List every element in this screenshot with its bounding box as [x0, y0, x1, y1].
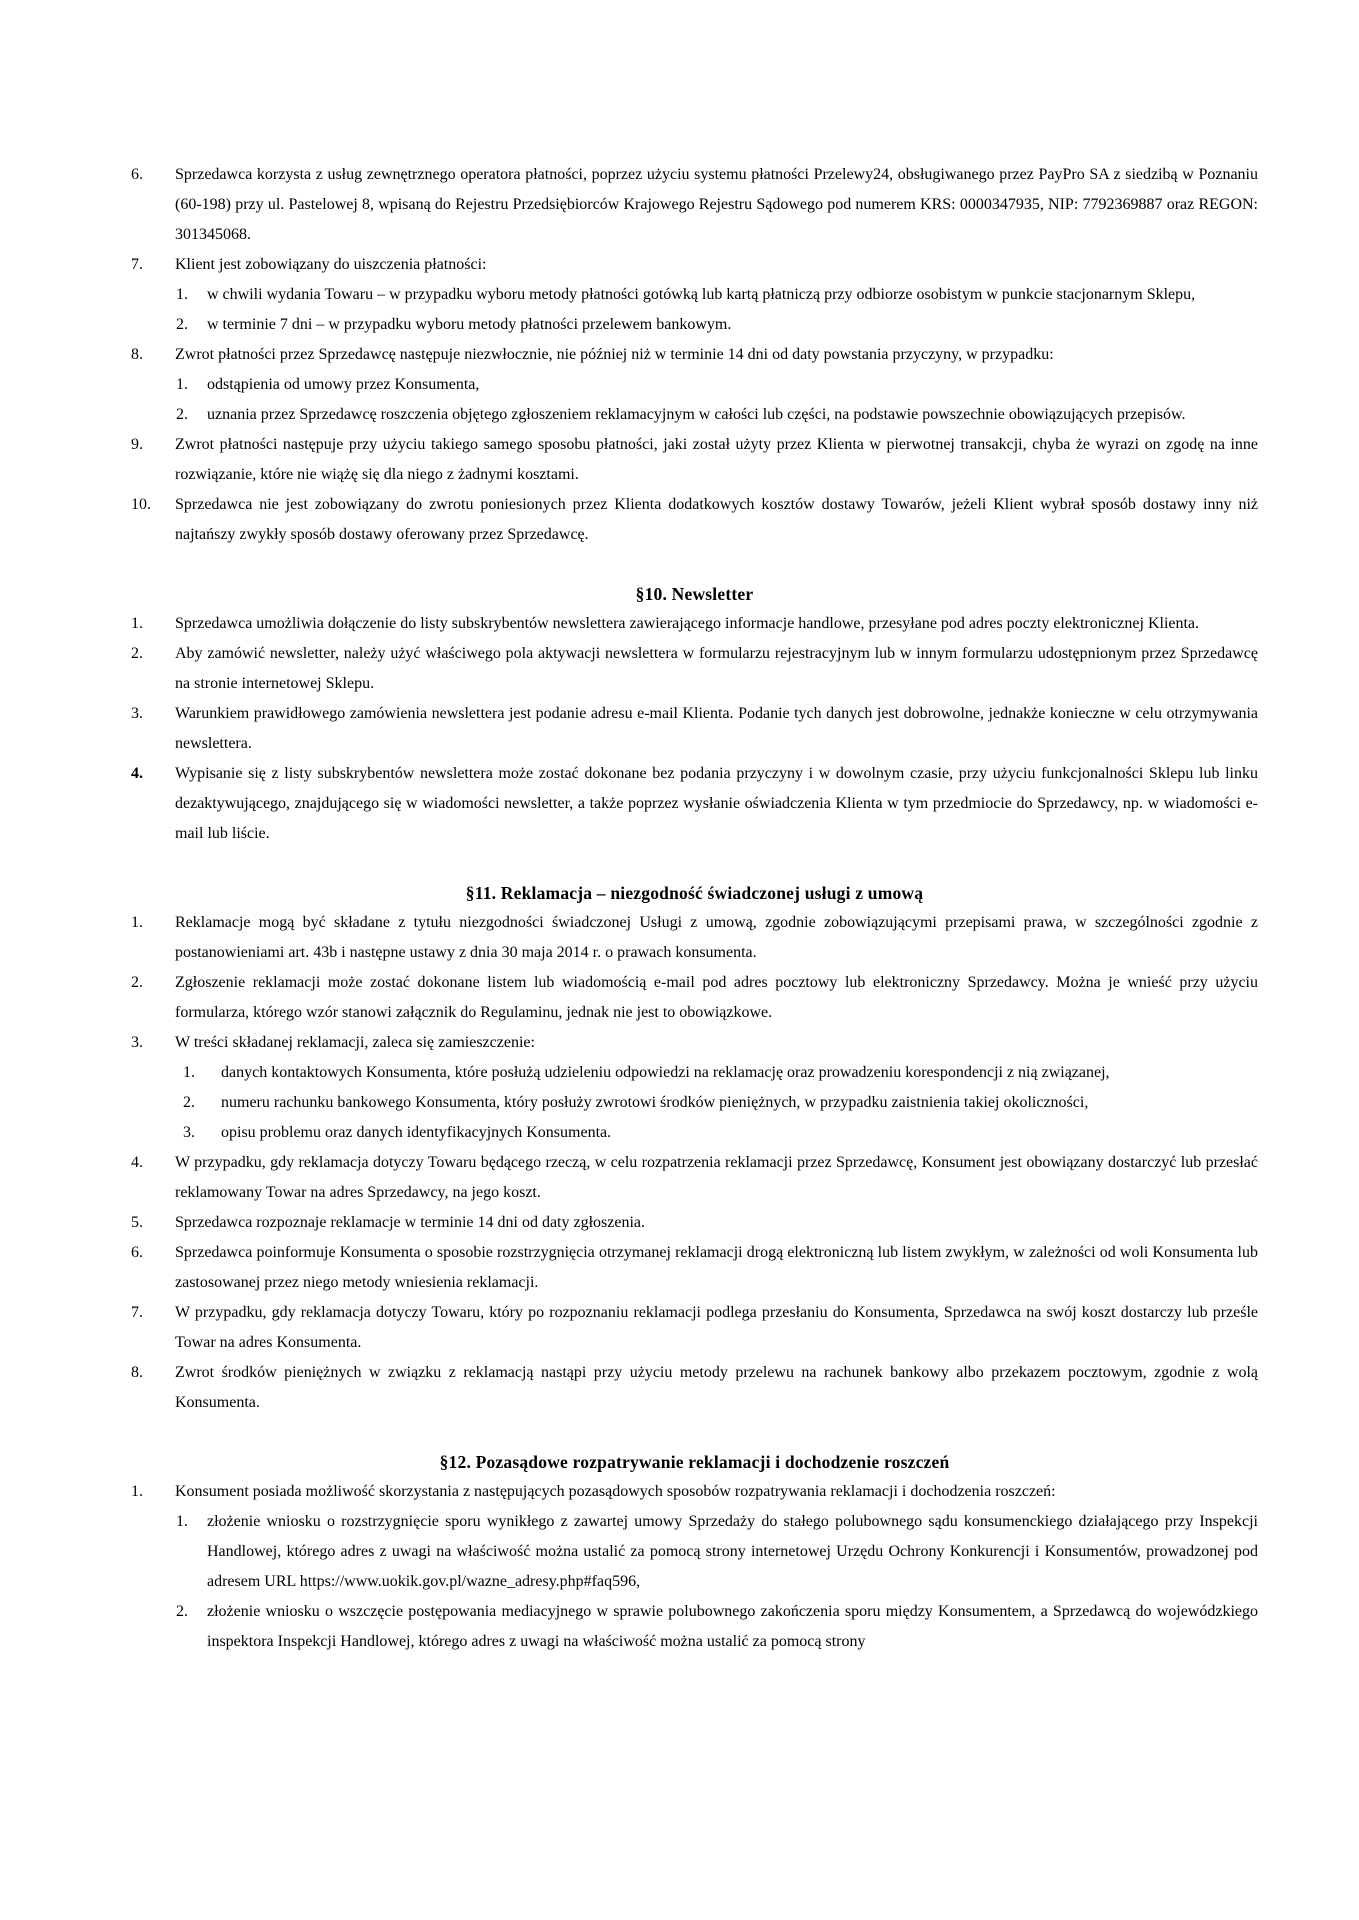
- sub-list-item: [176, 310, 1258, 340]
- item-number: 1.: [131, 914, 143, 931]
- item-text: numeru rachunku bankowego Konsumenta, który posłuży zwrotowi środków pieniężnych, w przypadku zaistnienia takiej okoliczności,: [221, 1094, 1089, 1111]
- item-number: 5.: [131, 1214, 143, 1231]
- item-number: 7.: [131, 1304, 143, 1321]
- sub-list-item: [183, 1088, 1258, 1118]
- section-heading: §10. Newsletter: [635, 584, 754, 604]
- list-item: [131, 1477, 1258, 1507]
- item-number: 2.: [176, 406, 188, 423]
- item-number: 1.: [183, 1064, 195, 1081]
- item-number: 8.: [131, 1364, 143, 1381]
- item-number: 6.: [131, 1244, 143, 1261]
- item-number: 1.: [176, 1513, 188, 1530]
- list-item: [131, 1358, 1258, 1418]
- sub-list-item: [176, 1507, 1258, 1597]
- item-text: W przypadku, gdy reklamacja dotyczy Towaru, który po rozpoznaniu reklamacji podlega przesłaniu do Konsumenta, Sprzedawca na swój koszt dostarczy lub prześle Towar na adres Konsumenta.: [175, 1304, 1258, 1351]
- list-item: [131, 609, 1258, 639]
- item-number: 8.: [131, 346, 143, 363]
- item-number: 4.: [131, 1154, 143, 1171]
- item-text: danych kontaktowych Konsumenta, które posłużą udzieleniu odpowiedzi na reklamację oraz prowadzeniu korespondencji z nią związanej,: [221, 1064, 1110, 1081]
- item-number: 1.: [131, 1483, 143, 1500]
- item-text: Klient jest zobowiązany do uiszczenia płatności:: [175, 256, 487, 273]
- item-number: 3.: [131, 705, 143, 722]
- sub-list-item: [176, 400, 1258, 430]
- item-text: Zwrot środków pieniężnych w związku z reklamacją nastąpi przy użyciu metody przelewu na rachunek bankowy albo przekazem pocztowym, zgodnie z wolą Konsumenta.: [175, 1364, 1258, 1411]
- item-text: w terminie 7 dni – w przypadku wyboru metody płatności przelewem bankowym.: [207, 316, 732, 333]
- list-item: [131, 908, 1258, 968]
- item-number: 3.: [183, 1124, 195, 1141]
- item-text: W przypadku, gdy reklamacja dotyczy Towaru będącego rzeczą, w celu rozpatrzenia reklamacji przez Sprzedawcę, Konsument jest obowiązany dostarczyć lub przesłać reklamowany Towar na adres Sprzedawcy, na jego koszt.: [175, 1154, 1258, 1201]
- item-number: 4.: [131, 765, 143, 782]
- sub-list-item: [176, 280, 1258, 310]
- item-number: 2.: [131, 645, 143, 662]
- item-text: Zgłoszenie reklamacji może zostać dokonane listem lub wiadomością e-mail pod adres pocztowy lub elektroniczny Sprzedawcy. Można je wnieść przy użyciu formularza, którego wzór stanowi załącznik do Regulaminu, jednak nie jest to obowiązkowe.: [175, 974, 1258, 1021]
- list-item: [131, 699, 1258, 759]
- item-text: Warunkiem prawidłowego zamówienia newslettera jest podanie adresu e-mail Klienta. Podanie tych danych jest dobrowolne, jednakże konieczne w celu otrzymywania newslettera.: [175, 705, 1258, 752]
- item-text: złożenie wniosku o wszczęcie postępowania mediacyjnego w sprawie polubownego zakończenia sporu między Konsumentem, a Sprzedawcą do wojewódzkiego inspektora Inspekcji Handlowej, którego adres z uwagi na właściwość można ustalić za pomocą strony: [207, 1603, 1258, 1650]
- section-heading: §12. Pozasądowe rozpatrywanie reklamacji i dochodzenie roszczeń: [439, 1452, 950, 1472]
- item-number: 9.: [131, 436, 143, 453]
- item-number: 10.: [131, 496, 151, 513]
- item-text: Zwrot płatności następuje przy użyciu takiego samego sposobu płatności, jaki został użyty przez Klienta w pierwotnej transakcji, chyba że wyrazi on zgodę na inne rozwiązanie, które nie wiążę się dla niego z żadnymi kosztami.: [175, 436, 1258, 483]
- item-text: Sprzedawca rozpoznaje reklamacje w terminie 14 dni od daty zgłoszenia.: [175, 1214, 646, 1231]
- item-text: opisu problemu oraz danych identyfikacyjnych Konsumenta.: [221, 1124, 612, 1141]
- item-number: 3.: [131, 1034, 143, 1051]
- item-text: Sprzedawca korzysta z usług zewnętrznego operatora płatności, poprzez użyciu systemu płatności Przelewy24, obsługiwanego przez PayPro SA z siedzibą w Poznaniu (60-198) przy ul. Pastelowej 8, wpisaną do Rejestru Przedsiębiorców Krajowego Rejestru Sądowego pod numerem KRS: 0000347935, NIP: 7792369887 oraz REGON: 301345068.: [175, 166, 1258, 243]
- item-text: w chwili wydania Towaru – w przypadku wyboru metody płatności gotówką lub kartą płatniczą przy odbiorze osobistym w punkcie stacjonarnym Sklepu,: [207, 286, 1196, 303]
- item-text: Aby zamówić newsletter, należy użyć właściwego pola aktywacji newslettera w formularzu rejestracyjnym lub w innym formularzu udostępnionym przez Sprzedawcę na stronie internetowej Sklepu.: [175, 645, 1258, 692]
- item-number: 1.: [176, 286, 188, 303]
- item-text: uznania przez Sprzedawcę roszczenia objętego zgłoszeniem reklamacyjnym w całości lub części, na podstawie powszechnie obowiązujących przepisów.: [207, 406, 1186, 423]
- list-item: [131, 250, 1258, 280]
- item-text: Konsument posiada możliwość skorzystania z następujących pozasądowych sposobów rozpatrywania reklamacji i dochodzenia roszczeń:: [175, 1483, 1056, 1500]
- list-item: [131, 1238, 1258, 1298]
- sub-list-item: [183, 1058, 1258, 1088]
- item-number: 2.: [176, 316, 188, 333]
- item-text: W treści składanej reklamacji, zaleca się zamieszczenie:: [175, 1034, 535, 1051]
- item-number: 2.: [183, 1094, 195, 1111]
- list-item: [131, 968, 1258, 1028]
- list-item: [131, 430, 1258, 490]
- item-text: Sprzedawca nie jest zobowiązany do zwrotu poniesionych przez Klienta dodatkowych kosztów dostawy Towarów, jeżeli Klient wybrał sposób dostawy inny niż najtańszy zwykły sposób dostawy oferowany przez Sprzedawcę.: [175, 496, 1258, 543]
- list-item: [131, 639, 1258, 699]
- item-number: 1.: [131, 615, 143, 632]
- item-text: złożenie wniosku o rozstrzygnięcie sporu wynikłego z zawartej umowy Sprzedaży do stałego polubownego sądu konsumenckiego działającego przy Inspekcji Handlowej, którego adres z uwagi na właściwość można ustalić za pomocą strony internetowej Urzędu Ochrony Konkurencji i Konsumentów, prowadzonej pod adresem URL https://www.uokik.gov.pl/wazne_adresy.php#faq596,: [207, 1513, 1258, 1590]
- item-number: 1.: [176, 376, 188, 393]
- item-number: 2.: [131, 974, 143, 991]
- sub-list-item: [176, 1597, 1258, 1657]
- sub-list-item: [183, 1118, 1258, 1148]
- item-text: Wypisanie się z listy subskrybentów newslettera może zostać dokonane bez podania przyczyny i w dowolnym czasie, przy użyciu funkcjonalności Sklepu lub linku dezaktywującego, znajdującego się w wiadomości newsletter, a także poprzez wysłanie oświadczenia Klienta w tym przedmiocie do Sprzedawcy, np. w wiadomości e-mail lub liście.: [175, 765, 1258, 842]
- item-number: 6.: [131, 166, 143, 183]
- list-item: [131, 160, 1258, 250]
- list-item: [131, 759, 1258, 849]
- list-item: [131, 1208, 1258, 1238]
- item-text: Zwrot płatności przez Sprzedawcę następuje niezwłocznie, nie później niż w terminie 14 dni od daty powstania przyczyny, w przypadku:: [175, 346, 1054, 363]
- item-number: 2.: [176, 1603, 188, 1620]
- list-item: [131, 1298, 1258, 1358]
- sub-list-item: [176, 370, 1258, 400]
- section-heading: §11. Reklamacja – niezgodność świadczonej usługi z umową: [465, 883, 924, 903]
- list-item: [131, 1148, 1258, 1208]
- list-item: [131, 340, 1258, 370]
- item-text: Reklamacje mogą być składane z tytułu niezgodności świadczonej Usługi z umową, zgodnie zobowiązującymi przepisami prawa, w szczególności zgodnie z postanowieniami art. 43b i następne ustawy z dnia 30 maja 2014 r. o prawach konsumenta.: [175, 914, 1258, 961]
- item-number: 7.: [131, 256, 143, 273]
- item-text: odstąpienia od umowy przez Konsumenta,: [207, 376, 480, 393]
- list-item: [131, 1028, 1258, 1058]
- list-item: [131, 490, 1258, 550]
- item-text: Sprzedawca poinformuje Konsumenta o sposobie rozstrzygnięcia otrzymanej reklamacji drogą elektroniczną lub listem zwykłym, w zależności od woli Konsumenta lub zastosowanej przez niego metody wniesienia reklamacji.: [175, 1244, 1258, 1291]
- item-text: Sprzedawca umożliwia dołączenie do listy subskrybentów newslettera zawierającego informacje handlowe, przesyłane pod adres poczty elektronicznej Klienta.: [175, 615, 1200, 632]
